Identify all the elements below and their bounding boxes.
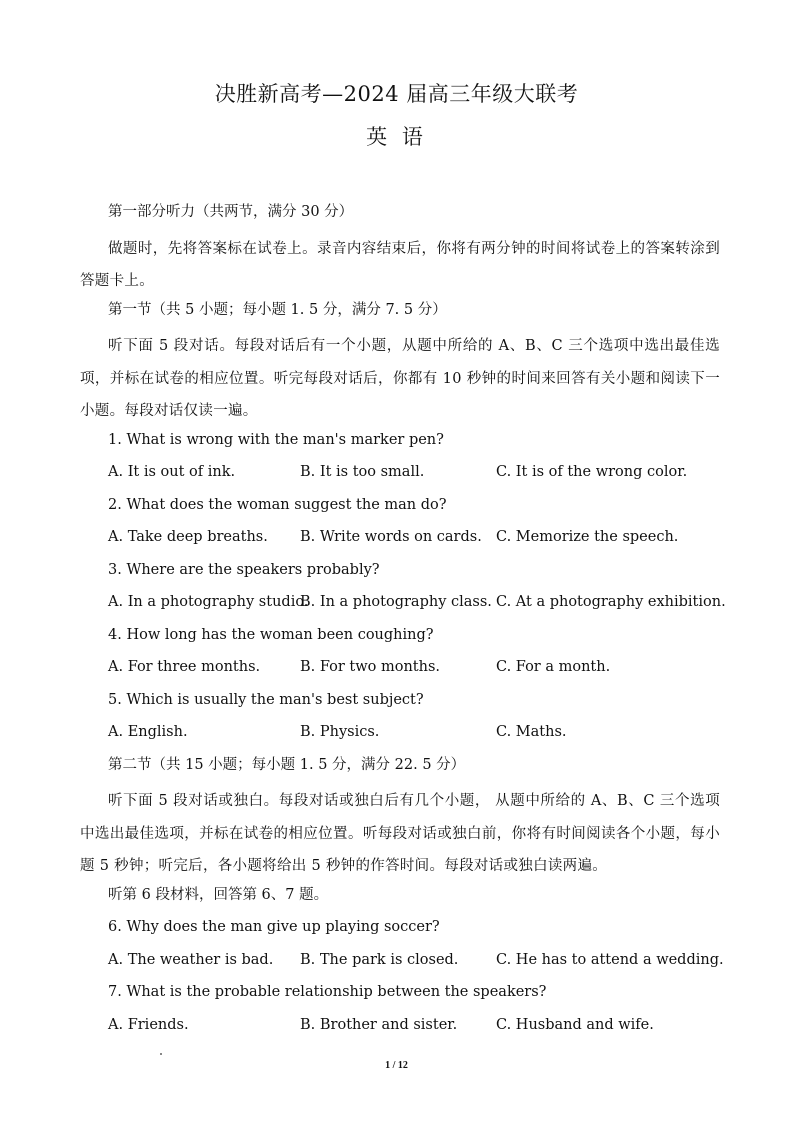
option-c: C. He has to attend a wedding.	[496, 951, 724, 968]
question-text: 6. Why does the man give up playing soccer?	[108, 919, 440, 935]
question-text: 3. Where are the speakers probably?	[108, 561, 380, 578]
question-text: 4. How long has the woman been coughing?	[108, 626, 434, 643]
part1-instruction: 做题时，先将答案标在试卷上。录音内容结束后，你将有两分钟的时间将试卷上的答案转涂到答题卡上。	[80, 240, 720, 289]
question-block-2	[80, 493, 720, 558]
question-text: 2. What does the woman suggest the man do?	[108, 496, 447, 513]
option-b: B. The park is closed.	[300, 951, 459, 968]
option-c: C. Maths.	[496, 724, 567, 740]
option-b: B. In a photography class.	[300, 594, 492, 610]
question-options	[80, 525, 720, 558]
option-b: B. It is too small.	[300, 464, 425, 480]
page-number: 1 / 12	[385, 1060, 408, 1071]
exam-subject: 英 语	[366, 125, 427, 149]
question-block-3	[80, 558, 726, 623]
section1-heading: 第一节（共 5 小题；每小题 1. 5 分，满分 7. 5 分）	[108, 301, 447, 318]
option-b: B. For two months.	[300, 659, 441, 675]
option-a: A. English.	[108, 724, 188, 740]
question-options	[80, 948, 724, 981]
question-block-7	[80, 980, 720, 1045]
question-options	[80, 460, 720, 493]
question-options	[80, 655, 720, 688]
exam-body	[80, 200, 726, 1045]
option-b: B. Brother and sister.	[300, 1016, 458, 1033]
section1-instruction: 听下面 5 段对话。每段对话后有一个小题，从题中所给的 A、B、C 三个选项中选出最佳选项，并标在试卷的相应位置。听完每段对话后，你都有 10 秒钟的时间来回答有关小题和阅读下一小题。每段对话仅读一遍。	[80, 338, 720, 419]
question-options	[80, 1013, 720, 1046]
question-text: 7. What is the probable relationship between the speakers?	[108, 984, 547, 1000]
option-c: C. It is of the wrong color.	[496, 464, 688, 480]
option-a: A. It is out of ink.	[108, 464, 236, 480]
option-c: C. Husband and wife.	[496, 1016, 654, 1033]
question-text: 5. Which is usually the man's best subject?	[108, 691, 424, 708]
question-block-5	[80, 688, 720, 753]
section2-heading: 第二节（共 15 小题；每小题 1. 5 分，满分 22. 5 分）	[108, 756, 466, 773]
option-c: C. Memorize the speech.	[496, 529, 679, 545]
question-text: 1. What is wrong with the man's marker pen?	[108, 431, 444, 448]
option-a: A. Take deep breaths.	[108, 529, 268, 545]
exam-title: 决胜新高考—2024 届高三年级大联考	[214, 82, 579, 106]
option-a: A. Friends.	[108, 1016, 189, 1033]
option-a: A. In a photography studio.	[108, 594, 309, 610]
option-a: A. The weather is bad.	[108, 951, 274, 968]
option-c: C. For a month.	[496, 659, 611, 675]
part1-heading: 第一部分听力（共两节，满分 30 分）	[108, 204, 354, 220]
question-block-1	[80, 428, 720, 493]
section2-material: 听第 6 段材料，回答第 6、7 题。	[108, 886, 329, 903]
section2-instruction: 听下面 5 段对话或独白。每段对话或独白后有几个小题， 从题中所给的 A、B、C 三个选项中选出最佳选项，并标在试卷的相应位置。听每段对话或独白前，你将有时间阅读各个小题，每小题 5 秒钟；听完后，各小题将给出 5 秒钟的作答时间。每段对话或独白读两遍。	[80, 793, 720, 874]
option-c: C. At a photography exhibition.	[496, 594, 726, 610]
option-a: A. For three months.	[108, 659, 261, 675]
question-block-4	[80, 623, 720, 688]
question-options	[80, 590, 726, 623]
option-b: B. Physics.	[300, 724, 380, 740]
question-options	[80, 720, 720, 753]
question-block-6	[80, 915, 724, 980]
stray-dot	[160, 1053, 162, 1055]
option-b: B. Write words on cards.	[300, 529, 482, 545]
